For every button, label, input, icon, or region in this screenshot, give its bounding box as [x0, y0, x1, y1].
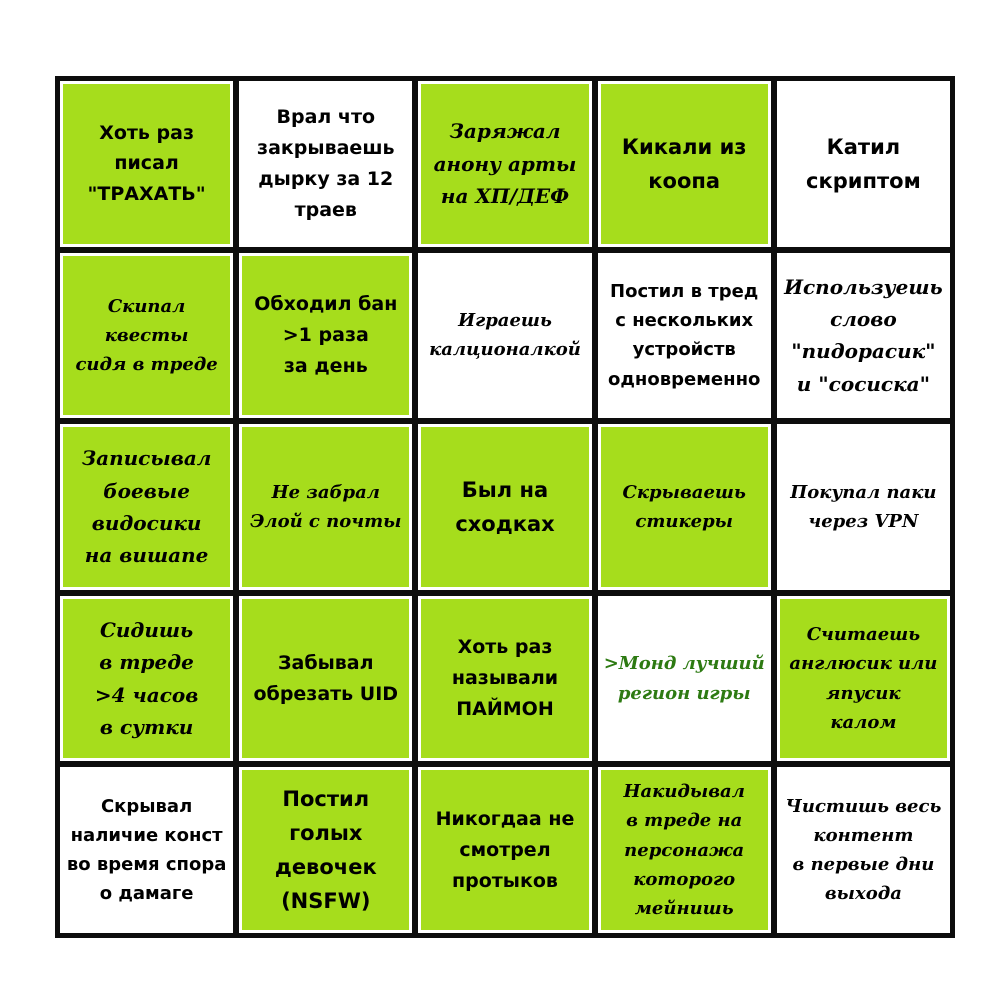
cell-text: Катил скриптом: [806, 134, 921, 193]
cell-text: Был на сходках: [455, 477, 555, 536]
cell-text: Записывал боевые видосики на вишапе: [81, 446, 212, 568]
bingo-cell-r3c1[interactable]: [60, 424, 233, 590]
bingo-cell-r2c5[interactable]: [777, 253, 950, 419]
bingo-cell-r4c2[interactable]: [239, 596, 412, 762]
bingo-cell-r2c3[interactable]: [418, 253, 591, 419]
bingo-cell-r5c3[interactable]: [418, 767, 591, 933]
bingo-cell-r1c4[interactable]: [598, 81, 771, 247]
bingo-cell-r1c2[interactable]: [239, 81, 412, 247]
bingo-cell-r2c1[interactable]: [60, 253, 233, 419]
bingo-cell-r1c5[interactable]: [777, 81, 950, 247]
bingo-cell-r4c5[interactable]: [777, 596, 950, 762]
cell-text: Скрываешь стикеры: [622, 481, 746, 532]
bingo-cell-r3c3[interactable]: [418, 424, 591, 590]
cell-text: Заряжал анону арты на ХП/ДЕФ: [433, 119, 577, 208]
bingo-cell-r3c4[interactable]: [598, 424, 771, 590]
bingo-cell-r2c2[interactable]: [239, 253, 412, 419]
bingo-cell-r5c5[interactable]: [777, 767, 950, 933]
cell-text: Хоть раз называли ПАЙМОН: [451, 636, 559, 720]
cell-text: Накидывал в треде на персонажа которого мейнишь: [623, 781, 745, 919]
cell-text: Считаешь англюсик или япусик калом: [789, 624, 938, 733]
bingo-cell-r4c3[interactable]: [418, 596, 591, 762]
bingo-cell-r3c2[interactable]: [239, 424, 412, 590]
cell-text: Никогдаа не смотрел протыков: [435, 808, 575, 892]
cell-text: Играешь калционалкой: [429, 310, 581, 361]
cell-text: Врал что закрываешь дырку за 12 траев: [257, 106, 395, 221]
cell-text: Скипал квесты сидя в треде: [75, 295, 218, 375]
cell-text: Постил голых девочек (NSFW): [274, 787, 377, 914]
bingo-cell-r1c1[interactable]: [60, 81, 233, 247]
bingo-cell-r1c3[interactable]: [418, 81, 591, 247]
cell-text: Скрывал наличие конст во время спора о дамаге: [66, 795, 227, 905]
cell-text: Кикали из коопа: [621, 134, 747, 193]
bingo-board: [55, 76, 955, 938]
bingo-cell-r4c1[interactable]: [60, 596, 233, 762]
cell-text: Используешь слово "пидорасик" и "сосиска": [784, 274, 943, 396]
cell-text: Забывал обрезать UID: [253, 651, 399, 705]
bingo-cell-r3c5[interactable]: [777, 424, 950, 590]
cell-text: >Монд лучший регион игры: [603, 653, 765, 704]
bingo-cell-r4c4[interactable]: [598, 596, 771, 762]
cell-text: Не забрал Элой с почты: [250, 481, 402, 532]
bingo-cell-r5c2[interactable]: [239, 767, 412, 933]
cell-text: Постил в тред с нескольких устройств одновременно: [608, 281, 761, 390]
cell-text: Чистишь весь контент в первые дни выхода: [785, 795, 942, 905]
bingo-cell-r5c1[interactable]: [60, 767, 233, 933]
cell-text: Сидишь в треде >4 часов в сутки: [94, 617, 199, 739]
cell-text: Покупал паки через VPN: [790, 481, 937, 532]
bingo-cell-r5c4[interactable]: [598, 767, 771, 933]
cell-text: Обходил бан >1 раза за день: [254, 293, 398, 377]
cell-text: Хоть раз писал "ТРАХАТЬ": [87, 121, 206, 206]
bingo-cell-r2c4[interactable]: [598, 253, 771, 419]
